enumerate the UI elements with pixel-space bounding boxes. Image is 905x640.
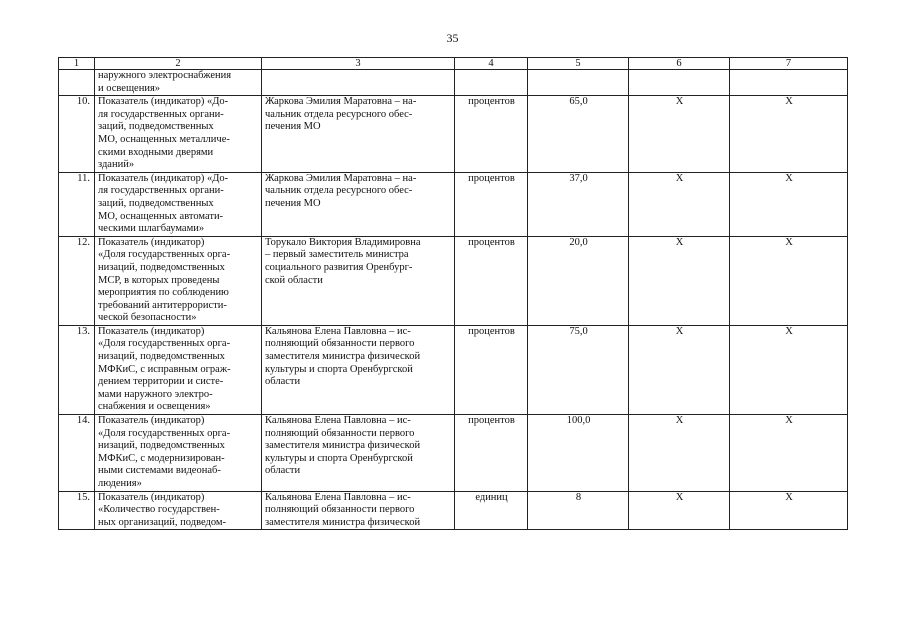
col6-cell: Х xyxy=(629,491,730,530)
value-cell: 20,0 xyxy=(528,236,629,325)
header-cell: 1 xyxy=(59,58,95,70)
indicator-name: Показатель (индикатор) «Количество государствен- ных организаций, подведом- xyxy=(95,491,262,530)
col6-cell: Х xyxy=(629,96,730,173)
header-cell: 3 xyxy=(262,58,455,70)
col6-cell: Х xyxy=(629,236,730,325)
col7-cell xyxy=(730,70,848,96)
indicator-name: наружного электроснабжения и освещения» xyxy=(95,70,262,96)
unit-cell: процентов xyxy=(455,172,528,236)
col6-cell xyxy=(629,70,730,96)
unit-cell: процентов xyxy=(455,415,528,492)
value-cell xyxy=(528,70,629,96)
row-number: 10. xyxy=(59,96,95,173)
row-number: 15. xyxy=(59,491,95,530)
row-number: 13. xyxy=(59,325,95,414)
col7-cell: Х xyxy=(730,96,848,173)
row-number: 12. xyxy=(59,236,95,325)
table-row xyxy=(59,96,848,173)
responsible-person: Торукало Виктория Владимировна – первый заместитель министра социального развития Оренбург- ской области xyxy=(262,236,455,325)
row-number: 14. xyxy=(59,415,95,492)
indicator-name: Показатель (индикатор) «До- ля государственных органи- заций, подведомственных МО, оснащенных автомати- ческими шлагбаумами» xyxy=(95,172,262,236)
indicator-name: Показатель (индикатор) «Доля государственных орга- низаций, подведомственных МФКиС, с исправным ограж- дением территории и систе- мами наружного электро- снабжения и освещения» xyxy=(95,325,262,414)
indicator-name: Показатель (индикатор) «Доля государственных орга- низаций, подведомственных МФКиС, с модернизирован- ными системами видеонаб- людения» xyxy=(95,415,262,492)
col6-cell: Х xyxy=(629,172,730,236)
indicator-name: Показатель (индикатор) «До- ля государственных органи- заций, подведомственных МО, оснащенных металличе- скими входными дверями зданий» xyxy=(95,96,262,173)
unit-cell: единиц xyxy=(455,491,528,530)
responsible-person: Кальянова Елена Павловна – ис- полняющий обязанности первого заместителя министра физической xyxy=(262,491,455,530)
table-row xyxy=(59,325,848,414)
header-cell: 5 xyxy=(528,58,629,70)
responsible-person: Кальянова Елена Павловна – ис- полняющий обязанности первого заместителя министра физической культуры и спорта Оренбургской области xyxy=(262,415,455,492)
col7-cell: Х xyxy=(730,491,848,530)
table-row xyxy=(59,491,848,530)
unit-cell xyxy=(455,70,528,96)
table-header-row xyxy=(59,58,848,70)
table-row xyxy=(59,172,848,236)
col7-cell: Х xyxy=(730,172,848,236)
value-cell: 8 xyxy=(528,491,629,530)
indicators-table xyxy=(58,57,848,530)
responsible-person xyxy=(262,70,455,96)
col7-cell: Х xyxy=(730,415,848,492)
responsible-person: Жаркова Эмилия Маратовна – на- чальник отдела ресурсного обес- печения МО xyxy=(262,172,455,236)
table-row xyxy=(59,70,848,96)
value-cell: 37,0 xyxy=(528,172,629,236)
indicator-name: Показатель (индикатор) «Доля государственных орга- низаций, подведомственных МСР, в которых проведены мероприятия по соблюдению требований антитеррористи- ческой безопасности» xyxy=(95,236,262,325)
col7-cell: Х xyxy=(730,236,848,325)
header-cell: 7 xyxy=(730,58,848,70)
page-number: 35 xyxy=(446,31,459,45)
row-number xyxy=(59,70,95,96)
header-cell: 4 xyxy=(455,58,528,70)
value-cell: 65,0 xyxy=(528,96,629,173)
unit-cell: процентов xyxy=(455,325,528,414)
unit-cell: процентов xyxy=(455,96,528,173)
col6-cell: Х xyxy=(629,415,730,492)
header-cell: 2 xyxy=(95,58,262,70)
table-row xyxy=(59,415,848,492)
value-cell: 100,0 xyxy=(528,415,629,492)
row-number: 11. xyxy=(59,172,95,236)
responsible-person: Кальянова Елена Павловна – ис- полняющий обязанности первого заместителя министра физической культуры и спорта Оренбургской области xyxy=(262,325,455,414)
table-row xyxy=(59,236,848,325)
header-cell: 6 xyxy=(629,58,730,70)
col6-cell: Х xyxy=(629,325,730,414)
responsible-person: Жаркова Эмилия Маратовна – на- чальник отдела ресурсного обес- печения МО xyxy=(262,96,455,173)
value-cell: 75,0 xyxy=(528,325,629,414)
unit-cell: процентов xyxy=(455,236,528,325)
col7-cell: Х xyxy=(730,325,848,414)
